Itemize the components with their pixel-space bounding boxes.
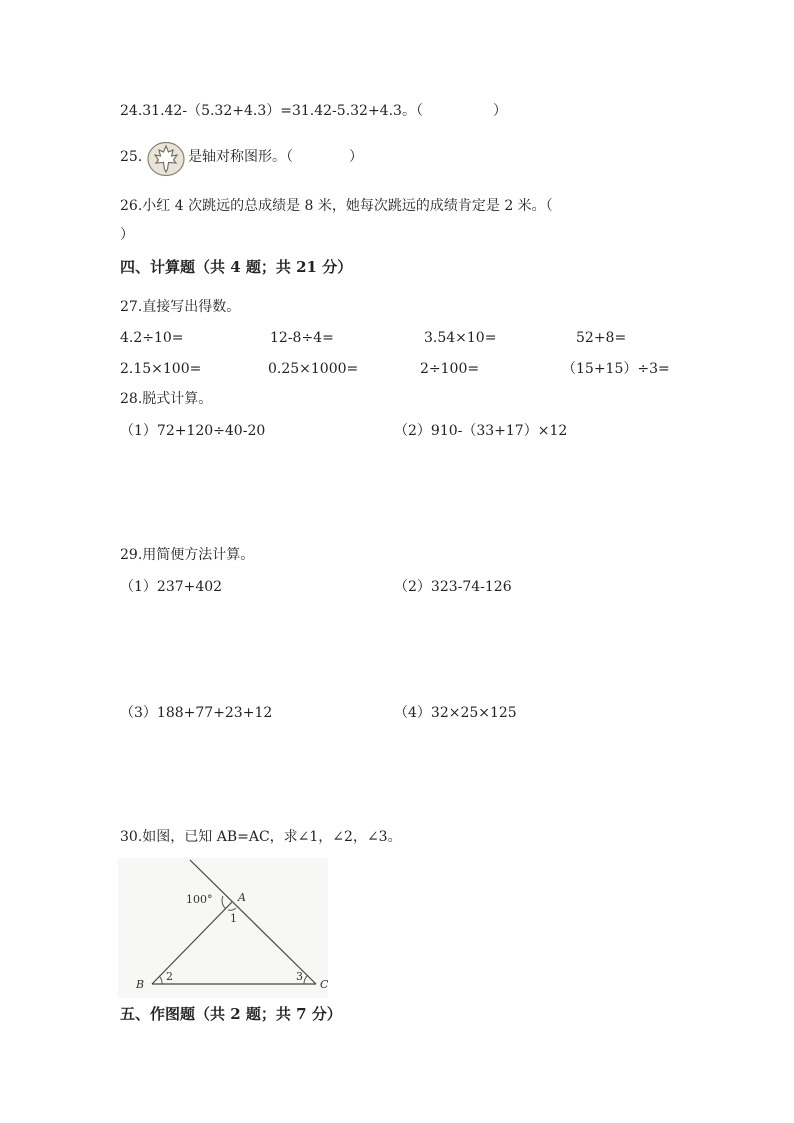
question-28-title: 28.脱式计算。	[120, 391, 213, 407]
question-28-item-2: （2）910-（33+17）×12	[394, 423, 568, 439]
angle-label-1: 1	[230, 912, 237, 925]
expression: （15+15）÷3=	[562, 361, 670, 377]
angle-label-3: 3	[296, 970, 303, 983]
question-24: 24.31.42-（5.32+4.3）=31.42-5.32+4.3。（ ）	[120, 103, 507, 119]
expression: 2÷100=	[420, 361, 480, 377]
expression: 3.54×10=	[424, 330, 497, 346]
question-29-item-2: （2）323-74-126	[394, 579, 512, 595]
question-30-title: 30.如图，已知 AB=AC，求∠1，∠2，∠3。	[120, 829, 402, 845]
question-29-title: 29.用简便方法计算。	[120, 547, 255, 563]
question-27-title: 27.直接写出得数。	[120, 299, 241, 315]
question-28-item-1: （1）72+120÷40-20	[120, 423, 266, 439]
question-29-item-4: （4）32×25×125	[394, 705, 517, 721]
angle-label-100: 100°	[186, 893, 213, 906]
section-4-title: 四、计算题（共 4 题；共 21 分）	[120, 258, 353, 276]
expression: 0.25×1000=	[268, 361, 359, 377]
question-29-item-1: （1）237+402	[120, 579, 223, 595]
question-29-item-3: （3）188+77+23+12	[120, 705, 273, 721]
expression: 52+8=	[576, 330, 627, 346]
vertex-label-b: B	[136, 978, 145, 991]
expression: 2.15×100=	[120, 361, 202, 377]
expression: 4.2÷10=	[120, 330, 184, 346]
vertex-label-c: C	[320, 978, 328, 991]
triangle-figure	[118, 858, 328, 998]
question-25-text: 是轴对称图形。（ ）	[188, 149, 363, 165]
question-26-line1: 26.小红 4 次跳远的总成绩是 8 米，她每次跳远的成绩肯定是 2 米。（	[120, 198, 553, 214]
angle-label-2: 2	[166, 970, 173, 983]
maple-leaf-icon	[146, 141, 186, 177]
question-26-line2: ）	[120, 227, 134, 243]
section-5-title: 五、作图题（共 2 题；共 7 分）	[120, 1005, 342, 1023]
question-25-number: 25.	[120, 149, 143, 165]
expression: 12-8÷4=	[270, 330, 334, 346]
vertex-label-a: A	[238, 891, 246, 904]
